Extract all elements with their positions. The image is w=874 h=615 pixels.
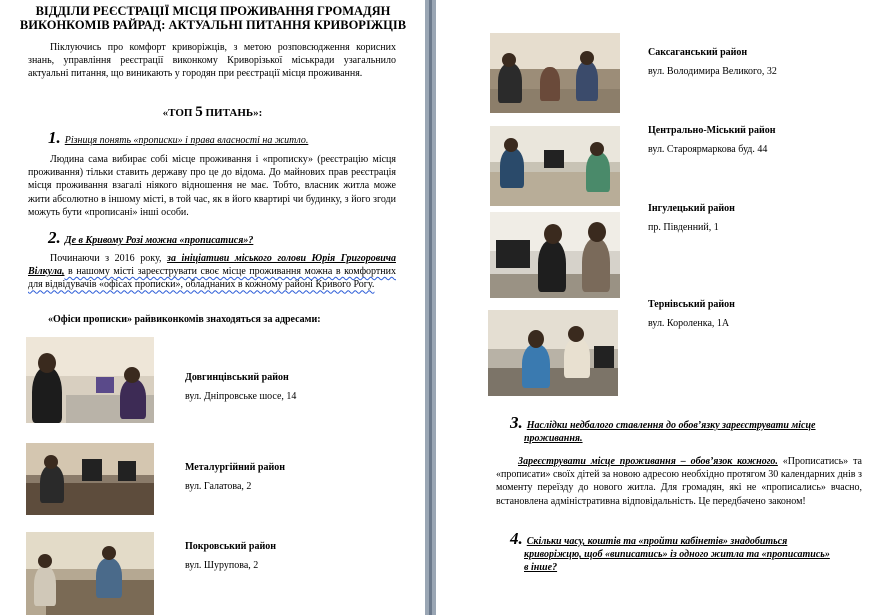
- district-address-1: вул. Дніпровське шосе, 14: [185, 391, 297, 402]
- district-name-7: Тернівський район: [648, 299, 735, 310]
- offices-heading: «Офіси прописки» райвиконкомів знаходяться за адресами:: [48, 314, 321, 325]
- question-3-text-line-1: Наслідки недбалого ставлення до обов’язку зареєструвати місце: [526, 420, 816, 431]
- district-address-2: вул. Галатова, 2: [185, 481, 252, 492]
- district-address-5: вул. Староярмаркова буд. 44: [648, 144, 768, 155]
- district-name-3: Покровський район: [185, 541, 276, 552]
- title-line-2: ВИКОНКОМІВ РАЙРАД: АКТУАЛЬНІ ПИТАННЯ КРИВОРІЖЦІВ: [19, 18, 407, 32]
- question-1-heading: [48, 128, 408, 148]
- question-4-text-line-1: Скільки часу, коштів та «пройти кабінетів» знадобиться: [526, 536, 788, 547]
- question-2-initiative: за ініціативи міського голови Юрія Григоровича Вілкула,: [28, 253, 396, 278]
- question-4-heading: [510, 529, 866, 574]
- office-photo-inhuletskyi: [490, 212, 620, 298]
- district-name-2: Металургійний район: [185, 462, 285, 473]
- question-3-number: 3.: [510, 413, 523, 432]
- question-3-body: [496, 455, 862, 508]
- question-2-number: 2.: [48, 228, 61, 247]
- office-photo-ternivskyi: [488, 310, 618, 396]
- question-1-text: Різниця понять «прописки» і права власності на житло.: [64, 135, 309, 146]
- question-2-heading: [48, 228, 408, 248]
- office-photo-dovhyntsivskyi: [26, 337, 154, 423]
- district-address-3: вул. Шурупова, 2: [185, 560, 259, 571]
- district-name-1: Довгинцівський район: [185, 372, 289, 383]
- question-4-number: 4.: [510, 529, 523, 548]
- question-2-body-c: в нашому місті зареєструвати своє місце проживання можна в комфортних для відвідувачів «офісах прописки», обладнаних в кожному районі Кривого Рогу.: [28, 266, 396, 291]
- district-name-5: Центрально-Міський район: [648, 125, 776, 136]
- question-4-text-line-3: в інше?: [524, 562, 558, 573]
- district-name-6: Інгулецький район: [648, 203, 735, 214]
- top-heading-pre: «ТОП: [162, 107, 196, 119]
- top-heading-post: ПИТАНЬ»:: [202, 107, 263, 119]
- office-photo-saksahanskyi: [490, 33, 620, 113]
- question-1-number: 1.: [48, 128, 61, 147]
- question-4-text-line-2: криворіжцю, щоб «виписатись» із одного житла та «прописатись»: [524, 549, 830, 560]
- question-2-text: Де в Кривому Розі можна «прописатися»?: [64, 235, 254, 246]
- question-3-heading: [510, 413, 866, 445]
- top-heading-number: 5: [195, 104, 203, 120]
- office-photo-pokrovskyi: [26, 532, 154, 615]
- district-address-7: вул. Короленка, 1А: [648, 318, 730, 329]
- question-2-body: [28, 252, 396, 292]
- district-name-4: Саксаганський район: [648, 47, 748, 58]
- page-gap: [425, 0, 436, 615]
- question-1-body: Людина сама вибирає собі місце проживання і «прописку» (реєстрацію місця проживання) тільки ставить державу про це до відома. До майнових прав реєстрація місця проживання взагалі ніякого відношення не має. Тобто, власник житла може жити абсолютно в іншому місті, в той час, як в його квартирі чи будинку, з його згоди можуть бути «прописані» інші особи.: [28, 154, 396, 218]
- district-address-6: пр. Південний, 1: [648, 222, 719, 233]
- question-2-body-a: Починаючи з 2016 року,: [50, 253, 168, 264]
- district-address-4: вул. Володимира Великого, 32: [648, 66, 777, 77]
- intro-paragraph: Піклуючись про комфорт криворіжців, з метою розповсюдження корисних знань, управління реєстрації виконкому Криворізької міськради узагальнило актуальні питання, що виникають у городян при реєстрації місця проживання.: [28, 42, 396, 80]
- document-page-right: [436, 0, 874, 615]
- title-line-1: ВІДДІЛИ РЕЄСТРАЦІЇ МІСЦЯ ПРОЖИВАННЯ ГРОМАДЯН: [35, 4, 391, 18]
- document-page-left: [0, 0, 425, 615]
- office-photo-metalurhiinyi: [26, 443, 154, 515]
- question-3-text-line-2: проживання.: [524, 433, 583, 444]
- office-photo-tsentralno-miskyi: [490, 126, 620, 206]
- top-heading: [0, 104, 425, 121]
- question-3-lead: Зареєструвати місце проживання – обов’язок кожного.: [518, 456, 778, 467]
- question-3-text: «Прописатись» та «прописати» своїх дітей за новою адресою необхідно протягом 30 календарних днів з моменту переїзду до нового житла. Для громадян, які не «прописались» вчасно, встановлена адміністративна відповідальність. Це передбачено законом!: [496, 456, 862, 507]
- document-title: [18, 4, 408, 32]
